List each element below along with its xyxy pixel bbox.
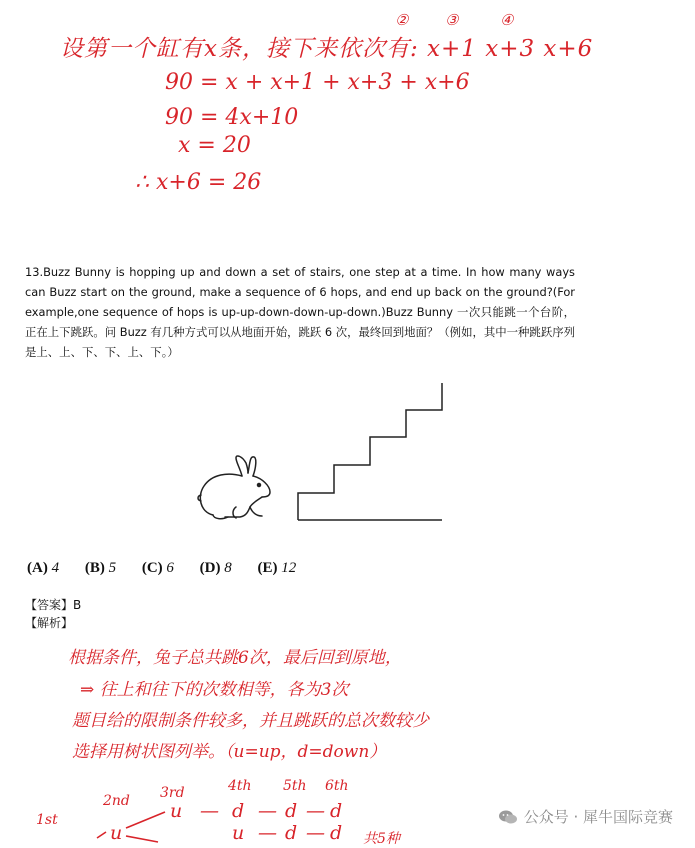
circled-number-4: ④ [500, 11, 514, 29]
tree-row1-dash2: — [258, 800, 277, 822]
tree-row1-n5: d [285, 800, 298, 822]
tree-header-1st: 1st [36, 812, 58, 828]
tree-row1-n6: d [330, 800, 343, 822]
tree-row1-dash1: — [200, 800, 219, 822]
wechat-watermark [498, 806, 673, 827]
equation-2: 90 = 4x+10 [165, 105, 299, 130]
tree-row2-dash1: — [258, 822, 277, 844]
watermark-text: 公众号 · 犀牛国际竞赛 [523, 808, 673, 826]
circled-number-2: ② [395, 11, 409, 29]
tree-header-5th: 5th [283, 778, 307, 794]
question-text: 13.Buzz Bunny is hopping up and down a set of stairs, one step at a time. In how many ways can Buzz start on the ground, make a sequence of 6 hops, and end up back on the ground?(For example,one sequence of hops is up-up-down-down-up-down.)Buzz Bunny 一次只能跳一个台阶，正在上下跳跃。问 Buzz 有几种方式可以从地面开始，跳跃 6 次，最终回到地面？（例如，其中一种跳跃序列是上、上、下、下、上、下。） [25, 265, 575, 359]
choice-c: (C) 6 [141, 560, 174, 576]
choice-b: (B) 5 [84, 560, 117, 576]
tree-header-6th: 6th [325, 778, 349, 794]
analysis-label: 【解析】 [25, 616, 74, 630]
tree-row2-n5: d [285, 822, 298, 844]
solution-line-1: 根据条件，兔子总共跳6次，最后回到原地， [68, 648, 402, 668]
choice-e: (E) 12 [257, 560, 297, 576]
tree-header-4th: 4th [228, 778, 252, 794]
circled-number-3: ③ [445, 11, 459, 29]
bunny-icon [198, 456, 270, 519]
equation-1: 90 = x + x+1 + x+3 + x+6 [165, 70, 470, 95]
tree-row2-n4: u [232, 822, 245, 844]
tree-count-note: 共5种 [363, 831, 400, 847]
tree-row2-dash2: — [306, 822, 325, 844]
tree-row1-dash3: — [306, 800, 325, 822]
wechat-icon [498, 809, 518, 825]
choice-a: (A) 4 [27, 560, 60, 576]
handwritten-setup-line: 设第一个缸有x条，接下来依次有: x+1 x+3 x+6 [60, 36, 594, 62]
tree-header-2nd: 2nd [103, 793, 130, 809]
tree-row1-n3: u [170, 800, 183, 822]
tree-root-u: u [110, 822, 123, 844]
tree-row2-n6: d [330, 822, 343, 844]
solution-line-2: ⇒ 往上和往下的次数相等，各为3次 [80, 680, 349, 700]
answer-label: 【答案】B [25, 598, 82, 612]
equation-3: x = 20 [178, 133, 251, 158]
solution-line-4: 选择用树状图列举。（u=up，d=down） [72, 742, 387, 762]
tree-header-3rd: 3rd [160, 785, 185, 801]
choice-d: (D) 8 [199, 560, 232, 576]
stairs-outline [298, 383, 442, 520]
answer-choices [27, 560, 318, 577]
tree-row1-n4: d [232, 800, 245, 822]
solution-line-3: 题目给的限制条件较多，并且跳跃的总次数较少 [72, 711, 429, 731]
equation-4: ∴ x+6 = 26 [135, 170, 262, 195]
